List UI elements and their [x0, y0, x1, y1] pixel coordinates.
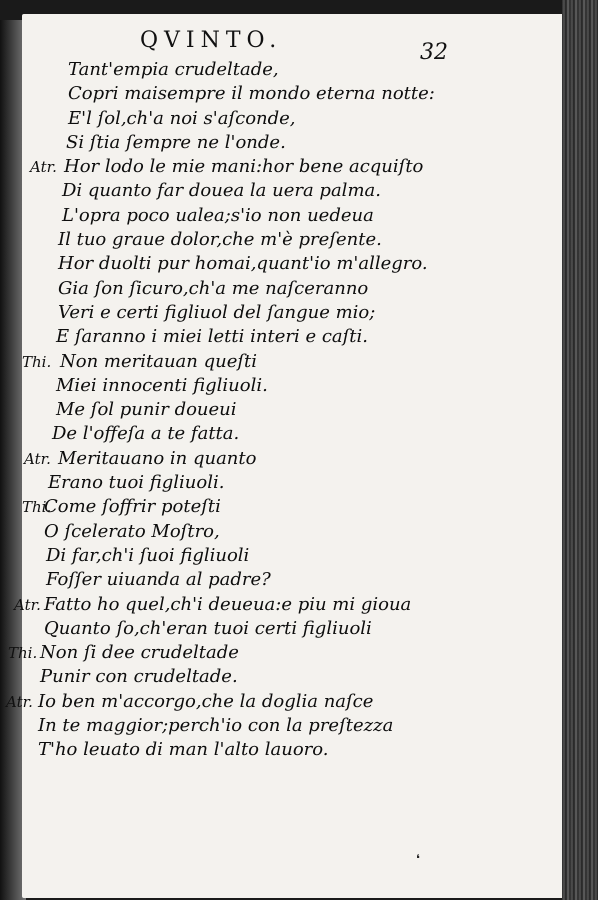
- verse-text-line: Non meritauan queſti: [60, 350, 258, 372]
- verse-text-line: Si ſtia ſempre ne l'onde.: [66, 131, 286, 153]
- verse-line: [0, 495, 560, 519]
- page-mark: ❛: [416, 852, 420, 866]
- verse-text-line: O ſcelerato Moſtro,: [44, 520, 220, 542]
- verse-text-line: Gia ſon ſicuro,ch'a me naſceranno: [58, 277, 369, 299]
- verse-text: [0, 58, 560, 763]
- verse-line: [0, 738, 560, 762]
- verse-text-line: De l'offeſa a te fatta.: [52, 423, 240, 445]
- verse-text-line: Il tuo graue dolor,che m'è preſente.: [58, 229, 382, 251]
- verse-text-line: Hor duolti pur homai,quant'io m'allegro.: [58, 253, 428, 275]
- verse-line: [0, 58, 560, 82]
- speaker-label: Thi.: [22, 498, 52, 517]
- verse-text-line: Foſſer uiuanda al padre?: [46, 569, 271, 591]
- verse-line: [0, 641, 560, 665]
- verse-line: [0, 544, 560, 568]
- verse-line: [0, 520, 560, 544]
- speaker-label: Thi.: [22, 352, 52, 371]
- verse-line: [0, 568, 560, 592]
- verse-line: [0, 204, 560, 228]
- verse-line: [0, 350, 560, 374]
- verse-text-line: Io ben m'accorgo,che la doglia naſce: [38, 690, 374, 712]
- verse-text-line: Veri e certi figliuol del ſangue mio;: [58, 301, 376, 323]
- verse-line: [0, 228, 560, 252]
- verse-text-line: Di far,ch'i ſuoi figliuoli: [46, 544, 250, 566]
- speaker-label: Atr.: [6, 692, 33, 711]
- verse-text-line: Quanto ſo,ch'eran tuoi certi figliuoli: [44, 617, 372, 639]
- verse-text-line: Miei innocenti figliuoli.: [56, 374, 268, 396]
- verse-text-line: Erano tuoi figliuoli.: [48, 472, 225, 494]
- speaker-label: Thi.: [8, 644, 38, 663]
- verse-text-line: Come ſoffrir poteſti: [44, 496, 221, 518]
- verse-line: [0, 714, 560, 738]
- running-head: QVINTO.: [140, 28, 283, 53]
- book-spine-edge: [562, 0, 598, 900]
- verse-text-line: Non ſi dee crudeltade: [40, 642, 239, 664]
- verse-text-line: L'opra poco ualea;s'io non uedeua: [62, 204, 374, 226]
- verse-text-line: Copri maisempre il mondo eterna notte:: [68, 83, 435, 105]
- speaker-label: Atr.: [24, 449, 51, 468]
- verse-line: [0, 155, 560, 179]
- verse-line: [0, 252, 560, 276]
- verse-line: [0, 447, 560, 471]
- verse-line: [0, 398, 560, 422]
- verse-text-line: In te maggior;perch'io con la preſtezza: [38, 715, 394, 737]
- verse-text-line: Fatto ho quel,ch'i deueua:e piu mi gioua: [44, 593, 412, 615]
- verse-text-line: Tant'empia crudeltade,: [68, 59, 279, 80]
- verse-line: [0, 617, 560, 641]
- verse-line: [0, 665, 560, 689]
- verse-line: [0, 179, 560, 203]
- verse-text-line: Me ſol punir doueui: [56, 399, 237, 421]
- verse-line: [0, 131, 560, 155]
- verse-line: [0, 593, 560, 617]
- verse-line: [0, 107, 560, 131]
- verse-line: [0, 471, 560, 495]
- verse-text-line: Di quanto far douea la uera palma.: [62, 180, 381, 202]
- speaker-label: Atr.: [14, 595, 41, 614]
- verse-line: [0, 325, 560, 349]
- verse-line: [0, 301, 560, 325]
- verse-line: [0, 82, 560, 106]
- speaker-label: Atr.: [30, 158, 57, 177]
- verse-line: [0, 690, 560, 714]
- verse-text-line: T'ho leuato di man l'alto lauoro.: [38, 739, 329, 761]
- verse-text-line: E'l ſol,ch'a noi s'aſconde,: [68, 107, 296, 129]
- verse-text-line: Hor lodo le mie mani:hor bene acquiſto: [64, 156, 424, 178]
- verse-line: [0, 422, 560, 446]
- verse-text-line: Punir con crudeltade.: [40, 666, 238, 688]
- verse-line: [0, 374, 560, 398]
- verse-text-line: E ſaranno i miei letti interi e caſti.: [56, 326, 369, 348]
- verse-text-line: Meritauano in quanto: [58, 447, 257, 469]
- page-number: 32: [420, 40, 448, 65]
- verse-line: [0, 277, 560, 301]
